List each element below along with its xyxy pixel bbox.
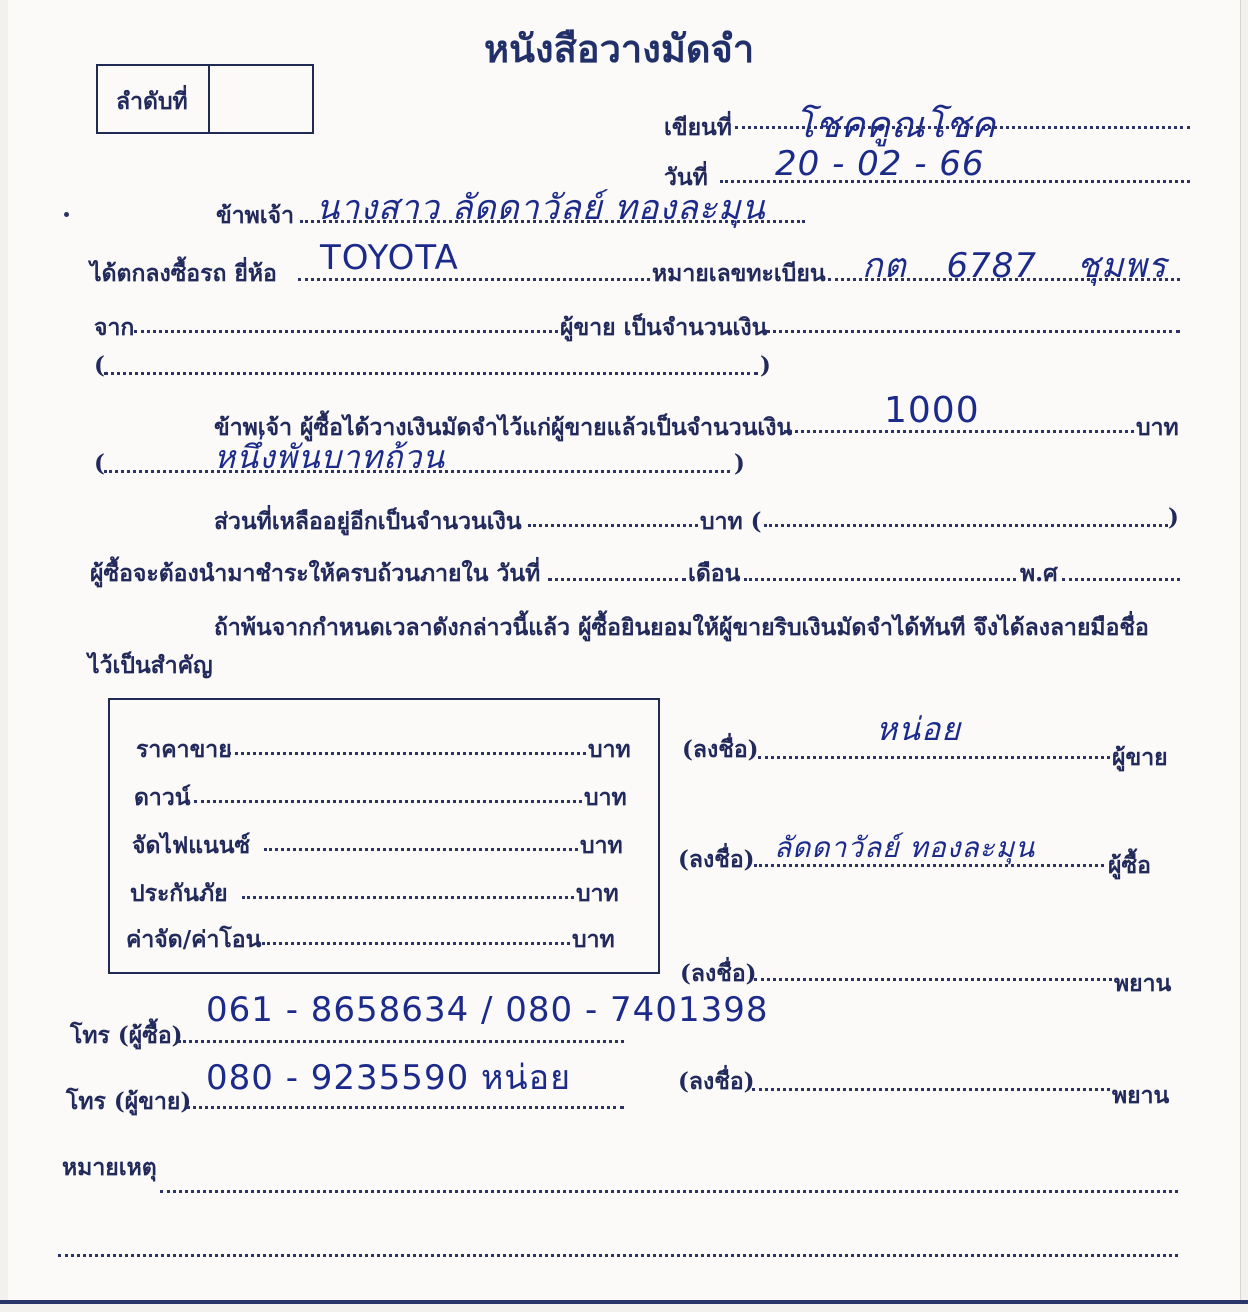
sequence-value[interactable]	[210, 66, 310, 132]
remaining-paren-close: )	[1168, 504, 1179, 531]
witness2-sign-label: (ลงชื่อ)	[678, 1068, 755, 1095]
price-row-insurance-unit: บาท	[576, 880, 619, 907]
deposit-words-value[interactable]: หนึ่งพันบาทถ้วน	[214, 438, 446, 476]
witness2-role: พยาน	[1112, 1082, 1170, 1109]
stray-dot	[64, 212, 69, 217]
price-row-insurance-line	[242, 896, 574, 899]
buyer-role: ผู้ซื้อ	[1108, 852, 1151, 879]
remaining-words-line	[764, 524, 1168, 527]
amount-words-line	[104, 372, 758, 375]
car-plate-value[interactable]: กต 6787 ชุมพร	[862, 246, 1167, 286]
clause-line-1: ถ้าพ้นจากกำหนดเวลาดังกล่าวนี้แล้ว ผู้ซื้อยินยอมให้ผู้ขายริบเงินมัดจำได้ทันที จึงได้ลงลายมือชื่อ	[214, 614, 1149, 641]
price-row-fee-unit: บาท	[572, 926, 615, 953]
price-row-down-unit: บาท	[584, 784, 627, 811]
amount-words-paren-close: )	[760, 352, 771, 379]
price-row-insurance-label: ประกันภัย	[130, 880, 228, 907]
note-line-2	[58, 1254, 1178, 1257]
witness1-sign-line	[754, 978, 1112, 981]
from-line	[134, 330, 558, 333]
buyer-signature[interactable]: ลัดดาวัลย์ ทองละมุน	[774, 831, 1036, 864]
witness1-role: พยาน	[1114, 970, 1172, 997]
from-label: จาก	[94, 314, 135, 341]
remaining-amount-line	[528, 524, 698, 527]
seller-phone-value[interactable]: 080 - 9235590 หน่อย	[206, 1058, 572, 1098]
price-row-fee-label: ค่าจัด/ค่าโอน	[126, 926, 262, 953]
buyer-phone-value[interactable]: 061 - 8658634 / 080 - 7401398	[206, 990, 769, 1030]
sequence-label: ลำดับที่	[116, 88, 188, 115]
price-row-down-line	[194, 800, 582, 803]
car-brand-line	[298, 278, 650, 281]
seller-signature[interactable]: หน่อย	[876, 710, 961, 748]
buyer-phone-label: โทร (ผู้ซื้อ)	[70, 1022, 183, 1049]
due-month-line	[744, 578, 1016, 581]
price-row-sale-unit: บาท	[588, 736, 631, 763]
price-row-sale-line	[228, 752, 586, 755]
deposit-amount-value[interactable]: 1000	[884, 390, 980, 431]
seller-sign-label: (ลงชื่อ)	[682, 736, 759, 763]
seller-role: ผู้ขาย	[1112, 744, 1168, 771]
sequence-box	[96, 64, 314, 134]
note-label: หมายเหตุ	[62, 1154, 157, 1181]
price-box	[108, 698, 660, 974]
due-year-label: พ.ศ	[1020, 560, 1058, 587]
price-row-fee-line	[262, 942, 570, 945]
deposit-label: ข้าพเจ้า ผู้ซื้อได้วางเงินมัดจำไว้แก่ผู้ขายแล้วเป็นจำนวนเงิน	[214, 414, 793, 441]
remaining-unit: บาท (	[700, 508, 762, 535]
amount-words-paren-open: (	[94, 352, 105, 379]
witness1-sign-label: (ลงชื่อ)	[680, 960, 757, 987]
clause-line-2: ไว้เป็นสำคัญ	[88, 652, 213, 679]
due-label: ผู้ซื้อจะต้องนำมาชำระให้ครบถ้วนภายใน วันที่	[90, 560, 541, 587]
buyer-phone-line	[178, 1040, 624, 1043]
seller-phone-label: โทร (ผู้ขาย)	[66, 1088, 192, 1115]
bottom-rule	[0, 1300, 1248, 1304]
written-at-label: เขียนที่	[664, 114, 732, 141]
price-row-finance-label: จัดไฟแนนซ์	[132, 832, 251, 859]
car-brand-value[interactable]: TOYOTA	[320, 238, 459, 278]
buyer-sign-label: (ลงชื่อ)	[678, 846, 755, 873]
due-year-line	[1062, 578, 1180, 581]
price-row-finance-line	[264, 848, 578, 851]
form-title: หนังสือวางมัดจำ	[484, 26, 755, 71]
deposit-words-paren-close: )	[734, 450, 745, 477]
seller-phone-line	[186, 1106, 624, 1109]
price-row-down-label: ดาวน์	[134, 784, 191, 811]
deposit-unit: บาท	[1136, 414, 1179, 441]
witness2-sign-line	[752, 1088, 1110, 1091]
car-brand-label: ได้ตกลงซื้อรถ ยี่ห้อ	[90, 260, 277, 287]
seller-amount-label: ผู้ขาย เป็นจำนวนเงิน	[560, 314, 768, 341]
price-row-sale-label: ราคาขาย	[136, 736, 232, 763]
deposit-words-paren-open: (	[94, 450, 105, 477]
price-row-finance-unit: บาท	[580, 832, 623, 859]
i-name-value[interactable]: นางสาว ลัดดาวัลย์ ทองละมุน	[316, 188, 766, 228]
date-value[interactable]: 20 - 02 - 66	[775, 144, 985, 184]
date-label: วันที่	[664, 164, 708, 191]
i-name-label: ข้าพเจ้า	[216, 202, 295, 229]
note-line-1	[160, 1190, 1178, 1193]
written-at-value[interactable]: โชคคูณโชค	[795, 105, 997, 146]
due-day-line	[548, 578, 686, 581]
seller-amount-line	[766, 330, 1180, 333]
car-plate-label: หมายเลขทะเบียน	[652, 260, 826, 287]
remaining-label: ส่วนที่เหลืออยู่อีกเป็นจำนวนเงิน	[214, 508, 522, 535]
due-month-label: เดือน	[688, 560, 741, 587]
seller-sign-line	[758, 756, 1110, 759]
